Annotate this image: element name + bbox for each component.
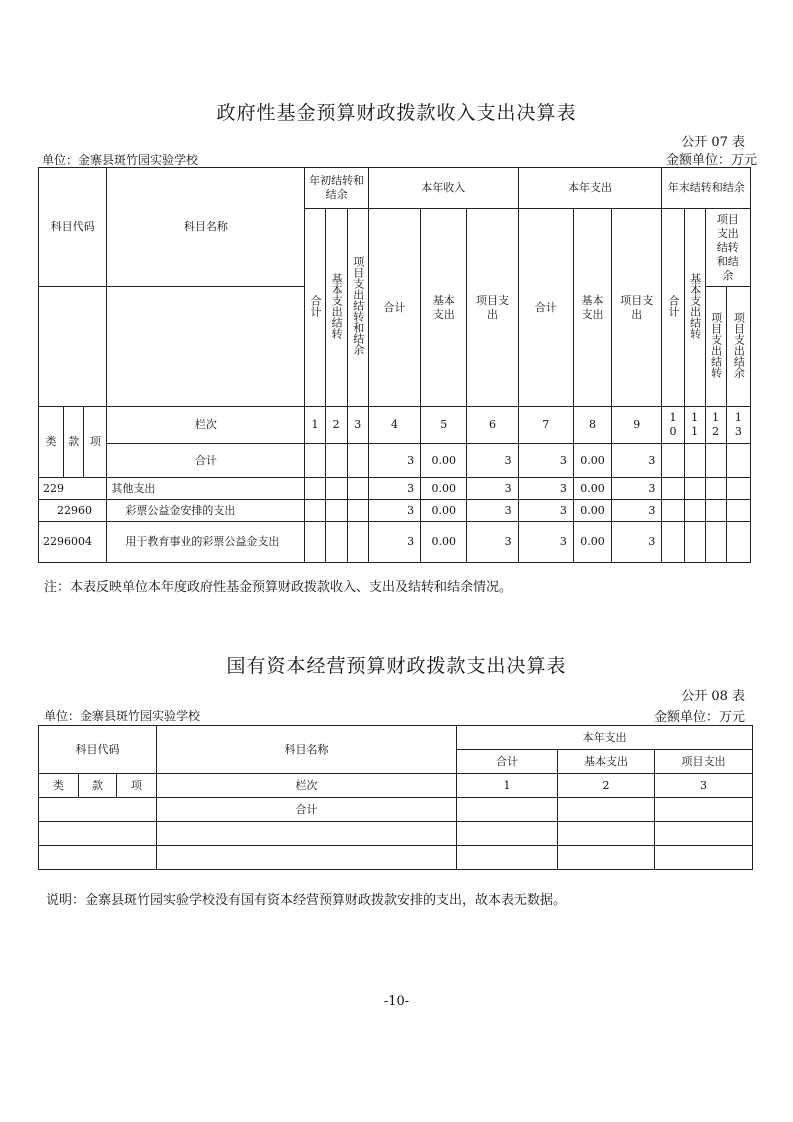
col-num-11: 11 [684,407,705,444]
row1-c4: 3 [368,478,420,500]
col-num-12: 12 [705,407,726,444]
header-income: 本年收入 [368,168,518,209]
header-code: 科目代码 [39,168,107,287]
row1-c5: 0.00 [421,478,467,500]
row1-c6: 3 [467,478,518,500]
total-c5: 0.00 [421,444,467,478]
row2-code: 22960 [39,500,107,522]
t8-header-name: 科目名称 [157,726,457,774]
t8-header-project: 项目支出 [655,750,753,774]
t8-header-xiang: 项 [117,774,157,798]
total-c4: 3 [368,444,420,478]
table07-amount-unit: 金额单位：万元 [665,153,757,168]
row2-c4: 3 [368,500,420,522]
col-num-10: 10 [662,407,684,444]
row3-c5: 0.00 [421,522,467,563]
row-lanci-label: 栏次 [107,407,305,444]
total-c7: 3 [518,444,573,478]
total-c9: 3 [612,444,662,478]
header-begin-total: 合计 [305,209,325,407]
table07-title: 政府性基金预算财政拨款收入支出决算表 [216,102,577,124]
col-num-6: 6 [467,407,518,444]
page-number: -10- [383,994,410,1009]
header-xiang: 项 [84,407,107,478]
t8-heji-label: 合计 [157,798,457,822]
table08 [38,725,753,870]
header-income-total: 合计 [368,209,420,407]
col-num-5: 5 [421,407,467,444]
table07-form-no: 公开 07 表 [681,135,745,150]
table08-amount-unit: 金额单位：万元 [653,710,745,725]
header-lei: 类 [39,407,64,478]
col-num-1: 1 [305,407,325,444]
row2-c9: 3 [612,500,662,522]
col-num-3: 3 [347,407,368,444]
header-expense-total: 合计 [518,209,573,407]
row2-c7: 3 [518,500,573,522]
t8-table-row-total [39,798,753,822]
table07 [38,167,751,563]
row3-c8: 0.00 [573,522,611,563]
table07-unit: 单位：金寨县斑竹园实验学校 [42,153,199,167]
table07-note: 注：本表反映单位本年度政府性基金预算财政拨款收入、支出及结转和结余情况。 [44,580,513,595]
t8-header-basic: 基本支出 [558,750,655,774]
row1-c8: 0.00 [573,478,611,500]
row1-name: 其他支出 [107,478,305,500]
col-num-13: 13 [726,407,750,444]
col-num-2: 2 [325,407,347,444]
t8-table-row [39,846,753,870]
header-code-spacer [39,287,107,407]
col-num-8: 8 [573,407,611,444]
row1-code: 229 [39,478,107,500]
total-c6: 3 [467,444,518,478]
row2-name: 彩票公益金安排的支出 [107,500,305,522]
col-num-7: 7 [518,407,573,444]
header-end-basic: 基本支出结转 [684,209,705,407]
row2-c8: 0.00 [573,500,611,522]
t8-col-num-2: 2 [558,774,655,798]
row3-code: 2296004 [39,522,107,563]
row3-c9: 3 [612,522,662,563]
header-name-spacer [107,287,305,407]
t8-col-num-3: 3 [655,774,753,798]
table-row-total [39,444,751,478]
row1-c7: 3 [518,478,573,500]
header-expense-project: 项目支出 [612,209,662,407]
row3-c4: 3 [368,522,420,563]
t8-table-row [39,822,753,846]
t8-header-expense: 本年支出 [457,726,753,750]
row2-c5: 0.00 [421,500,467,522]
header-begin-project: 项目支出结转和结余 [347,209,368,407]
table08-note: 说明：金寨县斑竹园实验学校没有国有资本经营预算财政拨款安排的支出，故本表无数据。 [46,893,567,908]
table08-form-no: 公开 08 表 [681,689,745,704]
header-expense-basic: 基本支出 [573,209,611,407]
header-end-project-balance: 项目支出结余 [726,287,750,407]
table-row [39,500,751,522]
header-expense: 本年支出 [518,168,662,209]
header-kuan: 款 [64,407,84,478]
row3-c7: 3 [518,522,573,563]
header-name: 科目名称 [107,168,305,287]
total-c8: 0.00 [573,444,611,478]
row3-name: 用于教育事业的彩票公益金支出 [107,522,305,563]
table08-title: 国有资本经营预算财政拨款支出决算表 [226,655,567,677]
header-end-total: 合计 [662,209,684,407]
header-begin-basic: 基本支出结转 [325,209,347,407]
t8-col-num-1: 1 [457,774,558,798]
col-num-4: 4 [368,407,420,444]
t8-header-code: 科目代码 [39,726,157,774]
header-begin-balance: 年初结转和结余 [305,168,368,209]
header-income-basic: 基本支出 [421,209,467,407]
table08-unit: 单位：金寨县斑竹园实验学校 [44,709,201,723]
header-end-balance: 年末结转和结余 [662,168,751,209]
header-end-project-group: 项目支出结转和结余 [705,209,750,287]
t8-header-lei: 类 [39,774,79,798]
row2-c6: 3 [467,500,518,522]
row3-c6: 3 [467,522,518,563]
col-num-9: 9 [612,407,662,444]
t8-lanci-label: 栏次 [157,774,457,798]
t8-header-total: 合计 [457,750,558,774]
table-row [39,522,751,563]
row1-c9: 3 [612,478,662,500]
row-heji-label: 合计 [107,444,305,478]
t8-header-kuan: 款 [79,774,117,798]
header-income-project: 项目支出 [467,209,518,407]
table-row [39,478,751,500]
header-end-project-carry: 项目支出结转 [705,287,726,407]
